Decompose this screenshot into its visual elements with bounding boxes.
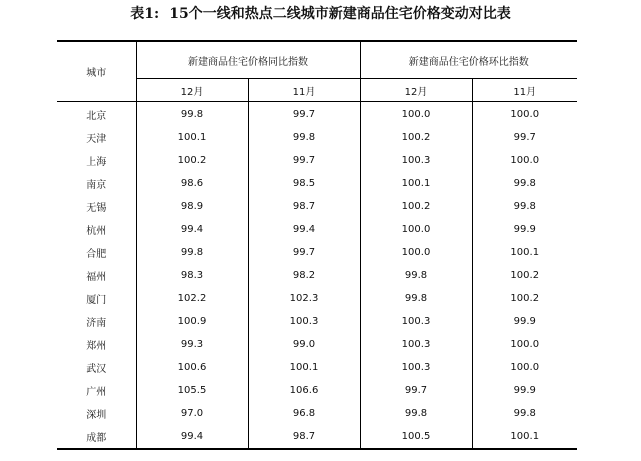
yoy-december-value: 100.9	[136, 310, 248, 333]
city-name-cell: 济南	[57, 310, 136, 333]
table-header	[57, 41, 577, 102]
city-column-header: 城市	[57, 41, 136, 102]
table-row	[57, 102, 577, 127]
yoy-december-header: 12月	[136, 79, 248, 102]
mom-december-value: 100.3	[360, 310, 472, 333]
table-row	[57, 241, 577, 264]
table-row	[57, 356, 577, 379]
mom-november-header: 11月	[472, 79, 577, 102]
yoy-november-value: 100.1	[248, 356, 360, 379]
table-row	[57, 333, 577, 356]
table-row	[57, 425, 577, 449]
table-body	[57, 102, 577, 450]
mom-november-value: 100.1	[510, 431, 540, 442]
mom-november-value: 99.9	[513, 385, 536, 396]
mom-november-value: 100.0	[510, 362, 540, 373]
yoy-november-value: 99.7	[248, 241, 360, 264]
table-row	[57, 149, 577, 172]
yoy-december-value: 100.6	[136, 356, 248, 379]
mom-december-value: 100.5	[360, 425, 472, 449]
yoy-december-value: 98.3	[136, 264, 248, 287]
yoy-december-value: 102.2	[136, 287, 248, 310]
city-name-cell: 福州	[57, 264, 136, 287]
mom-december-value: 100.3	[360, 149, 472, 172]
mom-november-value: 100.2	[510, 270, 540, 281]
mom-november-value: 99.9	[513, 316, 536, 327]
city-name-cell: 深圳	[57, 402, 136, 425]
table-row	[57, 402, 577, 425]
mom-december-value: 100.0	[360, 241, 472, 264]
yoy-november-value: 96.8	[248, 402, 360, 425]
city-name-cell: 无锡	[57, 195, 136, 218]
city-name-cell: 杭州	[57, 218, 136, 241]
mom-november-value: 99.7	[513, 132, 536, 143]
table-row	[57, 195, 577, 218]
table-row	[57, 379, 577, 402]
mom-december-value: 100.2	[360, 195, 472, 218]
mom-december-value: 100.0	[360, 102, 472, 127]
yoy-november-value: 98.7	[248, 195, 360, 218]
yoy-november-value: 98.2	[248, 264, 360, 287]
mom-december-value: 99.8	[360, 402, 472, 425]
mom-december-value: 100.1	[360, 172, 472, 195]
mom-november-value: 99.9	[513, 224, 536, 235]
mom-november-value: 100.2	[510, 293, 540, 304]
city-name-cell: 合肥	[57, 241, 136, 264]
mom-november-value: 99.8	[513, 178, 536, 189]
table-row	[57, 310, 577, 333]
mom-december-value: 100.2	[360, 126, 472, 149]
yoy-november-value: 99.7	[248, 102, 360, 127]
mom-december-header: 12月	[360, 79, 472, 102]
yoy-november-value: 99.0	[248, 333, 360, 356]
mom-november-value: 100.0	[510, 109, 540, 120]
yoy-november-value: 98.5	[248, 172, 360, 195]
yoy-december-value: 97.0	[136, 402, 248, 425]
yoy-december-value: 99.4	[136, 218, 248, 241]
city-name-cell: 南京	[57, 172, 136, 195]
city-name-cell: 厦门	[57, 287, 136, 310]
city-name-cell: 成都	[57, 425, 136, 449]
price-index-table	[57, 40, 577, 450]
city-name-cell: 上海	[57, 149, 136, 172]
yoy-december-value: 99.3	[136, 333, 248, 356]
mom-november-value: 99.8	[513, 408, 536, 419]
mom-november-value: 100.1	[510, 247, 540, 258]
table-row	[57, 172, 577, 195]
yoy-december-value: 105.5	[136, 379, 248, 402]
mom-december-value: 99.7	[360, 379, 472, 402]
table-row	[57, 264, 577, 287]
yoy-december-value: 100.1	[136, 126, 248, 149]
city-name-cell: 北京	[57, 102, 136, 127]
mom-november-value: 100.0	[510, 155, 540, 166]
city-name-cell: 武汉	[57, 356, 136, 379]
yoy-index-group-header: 新建商品住宅价格同比指数	[136, 41, 360, 79]
yoy-november-value: 106.6	[248, 379, 360, 402]
mom-december-value: 99.8	[360, 264, 472, 287]
mom-december-value: 100.3	[360, 333, 472, 356]
yoy-december-value: 99.8	[136, 102, 248, 127]
mom-december-value: 100.3	[360, 356, 472, 379]
table-title	[0, 4, 641, 24]
yoy-november-value: 102.3	[248, 287, 360, 310]
header-row-groups	[57, 41, 577, 79]
mom-december-value: 99.8	[360, 287, 472, 310]
table-row	[57, 126, 577, 149]
yoy-november-value: 99.7	[248, 149, 360, 172]
mom-november-value: 99.8	[513, 201, 536, 212]
mom-index-group-header: 新建商品住宅价格环比指数	[360, 41, 577, 79]
table-row	[57, 287, 577, 310]
table-title-label: 表1:	[130, 6, 160, 22]
yoy-november-value: 99.8	[248, 126, 360, 149]
yoy-november-value: 98.7	[248, 425, 360, 449]
city-name-cell: 广州	[57, 379, 136, 402]
table-row	[57, 218, 577, 241]
yoy-november-value: 99.4	[248, 218, 360, 241]
yoy-december-value: 100.2	[136, 149, 248, 172]
yoy-december-value: 98.9	[136, 195, 248, 218]
yoy-november-header: 11月	[248, 79, 360, 102]
city-name-cell: 天津	[57, 126, 136, 149]
yoy-december-value: 99.4	[136, 425, 248, 449]
table-title-text: 15个一线和热点二线城市新建商品住宅价格变动对比表	[169, 6, 511, 22]
yoy-december-value: 98.6	[136, 172, 248, 195]
mom-december-value: 100.0	[360, 218, 472, 241]
city-name-cell: 郑州	[57, 333, 136, 356]
mom-november-value: 100.0	[510, 339, 540, 350]
yoy-november-value: 100.3	[248, 310, 360, 333]
yoy-december-value: 99.8	[136, 241, 248, 264]
